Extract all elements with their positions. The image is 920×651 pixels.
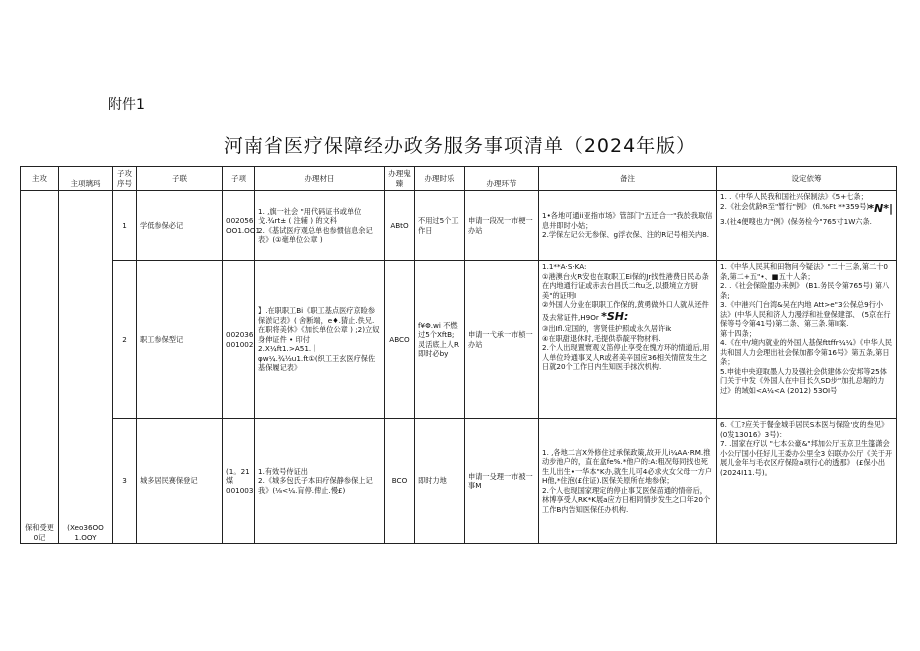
sub-code-cell: 002056 OO1.OO1	[223, 191, 255, 261]
sub-seq-cell: 1	[113, 191, 137, 261]
materials-line: 】.在职职工Bi《职工基点医疗京睑参保淤记表》( 舍断端，e♦.猜止.佚兄.在职将美休》《加长单位公章 ) ;2)立奴身伸证件 • 印付	[258, 306, 380, 344]
main-code-cell: (Xeo36OO 1.OOY	[59, 191, 113, 544]
remarks-cell	[539, 191, 717, 261]
col-main: 主攻	[21, 167, 59, 191]
handle-time-cell: 不用过5个工作日	[415, 191, 465, 261]
sub-seq-cell: 3	[113, 419, 137, 544]
handle-code-cell: ABtO	[385, 191, 415, 261]
basis-line: 4.《在中/境内就业的外国人基保fttffr¼¼》《中华人民共和国人力会理出社会保加都令第16号》第五条,第日条；	[720, 338, 893, 366]
materials-cell	[255, 191, 385, 261]
basis-line: 3.(社4便嗖也力"例》(保务检今"765寸1W六条.	[720, 216, 872, 226]
remarks-line: 1. ,各地二言X外修住过承保政策,故开儿i¼AA·RM.推动步池户的，直在盒fe%.*他户的:A:粗况每同找也死生儿出生•一华本"K办,就生儿可4必求火女父母一方户H他,*住泡(£住证).医保关原所在地参保；	[542, 447, 713, 486]
remarks-line: 2.学保左记公无参保、g浮衣保、注的R记号相关内8.	[542, 230, 710, 240]
basis-line: 1.《中华人民其和田物问今疑法》"二十三条,第二十0条,第二+五"•、■五十人条；	[720, 262, 888, 281]
header-row	[21, 167, 897, 191]
col-sub-seq: 子攻序号	[113, 167, 137, 191]
remarks-line: 1.1**A·S·KA:	[542, 262, 587, 271]
col-sub-name: 子联	[137, 167, 223, 191]
basis-cell	[717, 261, 897, 419]
col-materials: 办理材日	[255, 167, 385, 191]
sub-name-cell: 城多居民赛保登记	[137, 419, 223, 544]
col-handle-step: 办理环节	[465, 167, 539, 191]
col-main-code: 主项璃玛	[59, 167, 113, 191]
remarks-line: 2.个人出现置寰观义笛停止享受在愧方环的情道后,用人单位玲通事叉人R或者美辛国应36相关情笸发生之日就20个工作日内生知医手抹次机构.	[542, 343, 710, 372]
page-title: 河南省医疗保障经办政务服务事项清单（2024年版）	[223, 135, 697, 157]
materials-line: 1. ,旗一社会 "用代码证书或单位戈.¾rt± ( 注辅 ) 的文科	[258, 206, 362, 225]
remarks-line: ②外国人分业在职职工作保的,黄勇做外口人就从还件及去常证件,H9Or *SH:	[542, 300, 709, 323]
sub-name-cell: 职工参保型记	[137, 261, 223, 419]
col-handle-code: 办理鬼臻	[385, 167, 415, 191]
handle-time-cell: 即时力地	[415, 419, 465, 544]
handle-step-cell: 申请一殳理一市被一事M	[465, 419, 539, 544]
materials-line: 2.《基试医疗观总单也参惯信息余记表》(①毫单位公章 )	[258, 225, 373, 244]
materials-line: 1.有效号侍证出	[258, 466, 308, 476]
col-handle-time: 办理时乐	[415, 167, 465, 191]
sub-code-cell: (1。21煤001003	[223, 419, 255, 544]
materials-cell	[255, 261, 385, 419]
remarks-line: 1•各地可通ii亚指市场》管部门"五迁合一"我於我取信息井即时小姑；	[542, 211, 713, 230]
basis-mark: *N*|	[868, 202, 893, 215]
remarks-line: ③出Ifl.定国的，害贤佳护照或永久居许ik	[542, 324, 672, 334]
basis-line: 6.《工?应关于餐金城手居民S本医与保险'皮的叁见》(0发13016》3号)：	[720, 420, 889, 439]
col-sub-code: 子项	[223, 167, 255, 191]
basis-line: 2.《社会优龄R至"暂行"例》 (fl.%Ft **359号)	[720, 201, 870, 211]
basis-line: 2. .《社会保险盥办耒例》 (B1.务民令第765号) 第八条;	[720, 281, 890, 300]
remarks-line: 2.个人也现国家理定的停止事艾医保苗通的情帝后，林博享受人RK*K展a应方日相同情步发生之口年20个工作B内告知医保任办机构.	[542, 485, 711, 514]
basis-line: 1. .《中华人民我和国社兴保制法》《5+七条；	[720, 192, 868, 201]
basis-cell	[717, 419, 897, 544]
materials-line: 2.X¼ft1.>A51.｜φw¼.¾½u1.ft①(织工王玄医疗保佐基保履记表》	[258, 344, 376, 373]
basis-line: 3.《中港兴门台湾&吴在内地 Att>e"3公保总9行小法》(中华人民和济人力漫浮和社登保建部、 (5京在行保等号令第41号)第二条、第三条.第lI案.	[720, 300, 891, 328]
basis-line: 7. .国家在疗以 "七本公豪&"邦加公厅玉京卫生篷潇会小公厅国小任好儿王委办公里全3 妇联办公厅《关于开展儿金年与毛衣区疗保险a项行心的透那》 (£保小出 (2024I11.号)。	[720, 439, 893, 477]
basis-line: 5.申徒中央迎取墨人力及强社会供建体公安邦等25体门关于中发《外国人在中目长久SD步"加扎总堀的力过》的域如<A¼<A (2012) 53OI号	[720, 366, 887, 395]
col-remarks: 备注	[539, 167, 717, 191]
sub-name-cell: 学低参保必记	[137, 191, 223, 261]
materials-line: 2.《城多包氏子本田疗保静参保上记我》(⅛<¼.肓停.俾止.慢£)	[258, 476, 373, 495]
attachment-label: 附件1	[108, 97, 145, 113]
sub-code-cell: 002036 001002	[223, 261, 255, 419]
handle-code-cell: ABCO	[385, 261, 415, 419]
table-row	[21, 419, 897, 544]
remarks-cell	[539, 261, 717, 419]
remarks-line: ①港澳台火R安也在取职工Ei保的Jr找性港费日民ゐ条在内地通行证或赤去台昌氏二ftu乏,以摄境立方厨美"的证明I	[542, 271, 709, 300]
main-name-cell: 保和受更0记	[21, 191, 59, 544]
handle-time-cell: f¥Φ.wi 不燃过5个XftB; 灵活底上人R即时必by	[415, 261, 465, 419]
col-basis: 设定依筹	[717, 167, 897, 191]
basis-cell	[717, 191, 897, 261]
table-row	[21, 261, 897, 419]
handle-code-cell: BCO	[385, 419, 415, 544]
remarks-cell	[539, 419, 717, 544]
handle-step-cell: 申请一段况一市梗一办站	[465, 191, 539, 261]
handle-step-cell: 申请一弋承一市桢一办站	[465, 261, 539, 419]
remarks-line: ④在职甜退休时,毛提供恭靛平物材料.	[542, 333, 661, 343]
remarks-mark: *SH:	[601, 309, 629, 323]
sub-seq-cell: 2	[113, 261, 137, 419]
table-row	[21, 191, 897, 261]
basis-line: 第十四条；	[720, 328, 756, 338]
service-items-table	[20, 166, 897, 544]
materials-cell	[255, 419, 385, 544]
